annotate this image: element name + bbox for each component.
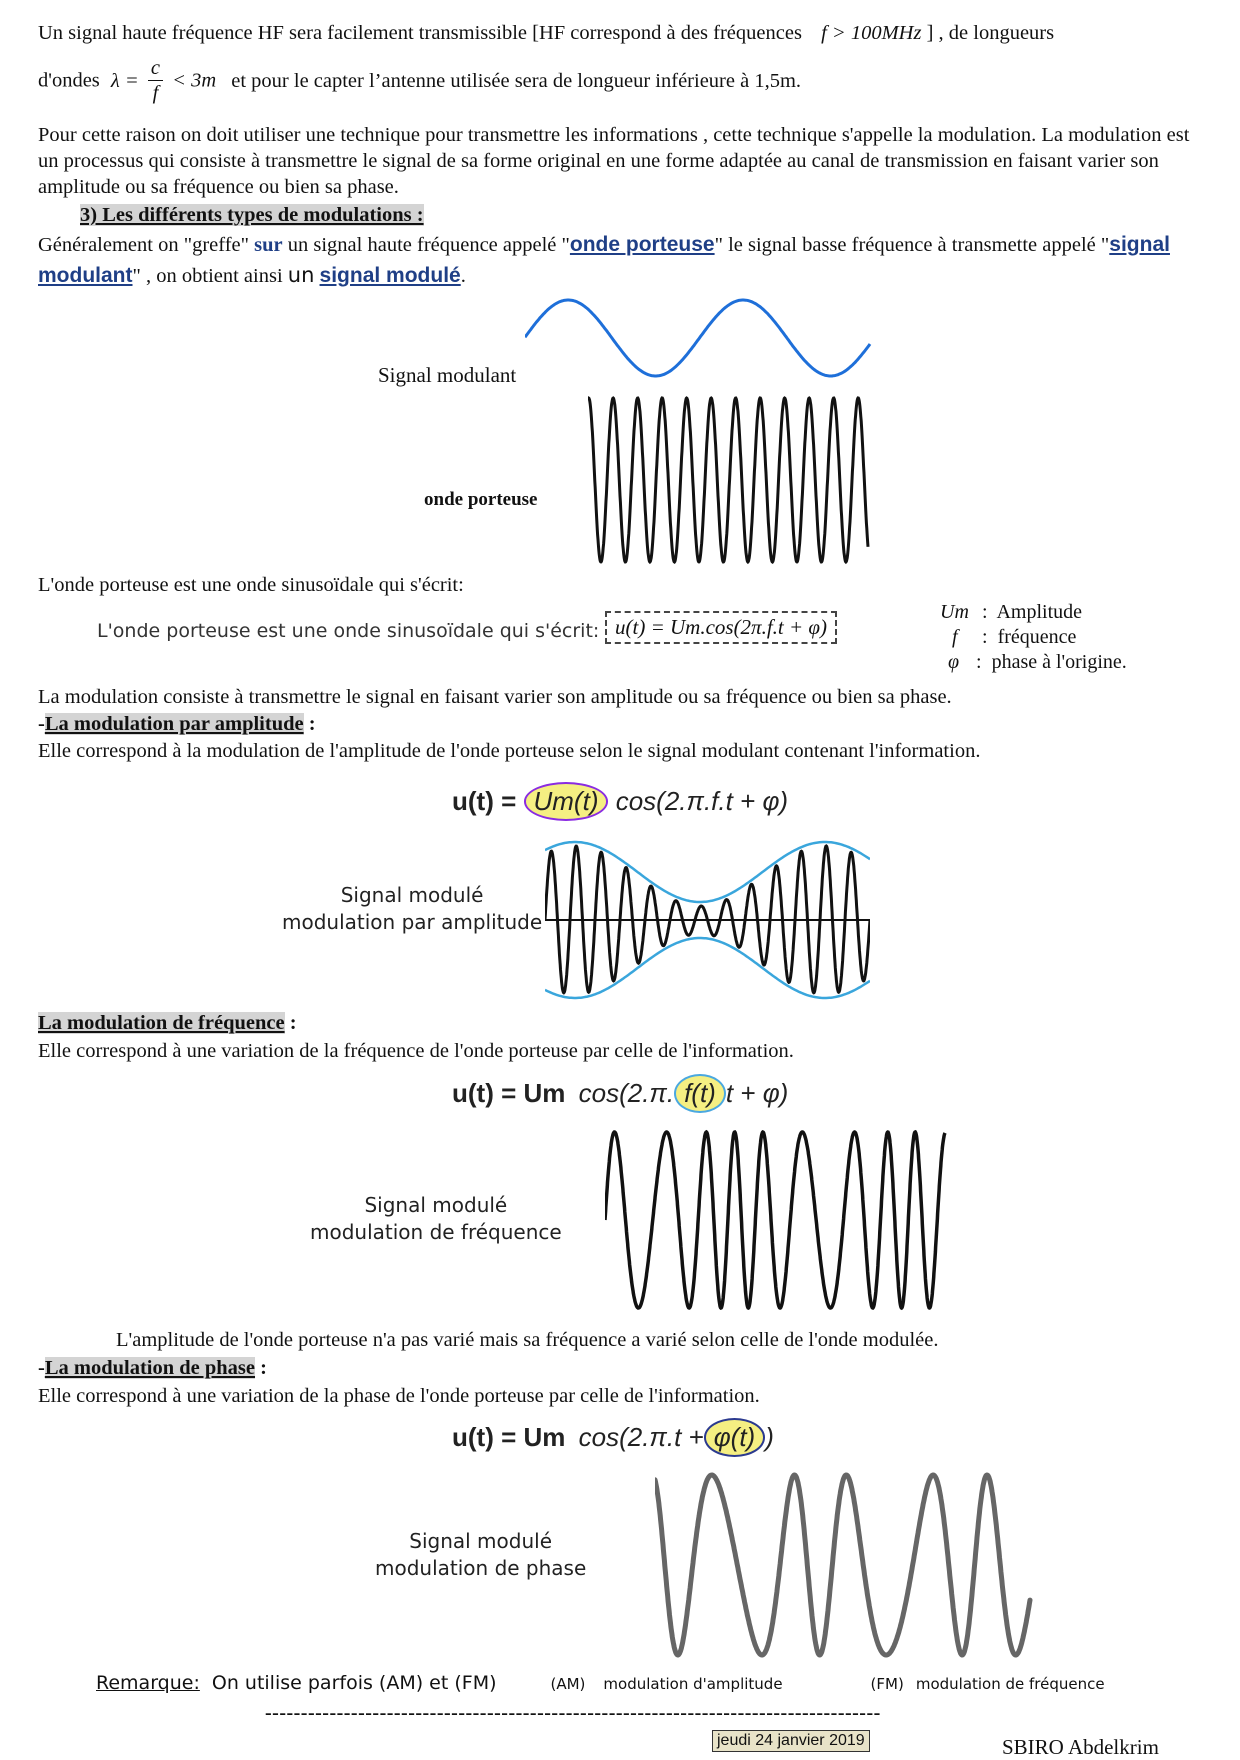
fm-description: Elle correspond à une variation de la fréquence de l'onde porteuse par celle de l'information. bbox=[38, 1040, 794, 1062]
carrier-text-inline: L'onde porteuse est une onde sinusoïdale qui s'écrit: bbox=[97, 620, 600, 642]
remark-am-abbr: (AM) bbox=[550, 1675, 586, 1693]
section-3-heading bbox=[80, 202, 424, 228]
pm-signal-figure bbox=[655, 1460, 1035, 1675]
legend-sep: : bbox=[982, 626, 988, 648]
legend-desc-frequency: fréquence bbox=[997, 626, 1077, 648]
carrier-wave-figure bbox=[588, 390, 873, 570]
legend-frequency bbox=[940, 625, 1127, 650]
legend-desc-amplitude: Amplitude bbox=[996, 601, 1083, 623]
term-signal-module: signal modulé bbox=[319, 264, 461, 287]
fm-modulated-wave bbox=[605, 1132, 945, 1308]
remark-text: On utilise parfois (AM) et (FM) bbox=[211, 1672, 497, 1694]
term-onde-porteuse: onde porteuse bbox=[569, 233, 715, 256]
legend-sep: : bbox=[976, 651, 982, 673]
am-description: Elle correspond à la modulation de l'amplitude de l'onde porteuse selon le signal modulant contenant l'information. bbox=[38, 740, 981, 762]
intro-text-end: ] , de longueurs bbox=[926, 22, 1055, 44]
term-signal-modulant: signal modulant bbox=[38, 233, 1170, 287]
am-heading bbox=[38, 711, 316, 737]
pm-formula-lhs: u(t) = Um bbox=[452, 1422, 566, 1452]
pm-heading-text: La modulation de phase bbox=[44, 1357, 256, 1379]
label-signal-modulant: Signal modulant bbox=[378, 363, 517, 387]
p-part-a: Généralement on "greffe" bbox=[38, 234, 255, 256]
intro-text: Un signal haute fréquence HF sera facilement transmissible [HF correspond à des fréquences bbox=[38, 22, 802, 44]
fm-circled-f: f(t) bbox=[674, 1074, 726, 1113]
intro-line-1 bbox=[38, 20, 1054, 46]
pm-formula bbox=[452, 1418, 774, 1457]
intro-line-2 bbox=[38, 56, 801, 105]
am-label-type: modulation par amplitude bbox=[282, 910, 543, 934]
intro-ondes: d'ondes bbox=[38, 69, 100, 92]
label-onde-porteuse: onde porteuse bbox=[424, 489, 538, 510]
p-part-c: " le signal basse fréquence à transmette appelé " bbox=[714, 234, 1110, 256]
fm-formula-lhs: u(t) = Um bbox=[452, 1078, 566, 1108]
fm-heading bbox=[38, 1010, 297, 1036]
pm-circled-phi: φ(t) bbox=[704, 1418, 766, 1457]
fraction-numerator: c bbox=[148, 56, 163, 81]
fm-note: L'amplitude de l'onde porteuse n'a pas varié mais sa fréquence a varié selon celle de l'onde modulée. bbox=[116, 1329, 939, 1351]
p-part-e: . bbox=[460, 265, 466, 287]
lambda-symbol: λ = bbox=[110, 69, 139, 92]
frequency-condition: f > 100MHz bbox=[821, 22, 922, 44]
fm-heading-text: La modulation de fréquence bbox=[38, 1012, 285, 1034]
pm-label-type: modulation de phase bbox=[375, 1556, 587, 1580]
antenna-text: et pour le capter l’antenne utilisée sera de longueur inférieure à 1,5m. bbox=[231, 69, 802, 92]
legend-amplitude bbox=[940, 600, 1127, 625]
am-heading-text: La modulation par amplitude bbox=[44, 713, 304, 735]
pm-description: Elle correspond à une variation de la phase de l'onde porteuse par celle de l'information. bbox=[38, 1385, 760, 1407]
am-label-signal: Signal modulé bbox=[340, 883, 484, 907]
carrier-formula: u(t) = Um.cos(2π.f.t + φ) bbox=[615, 615, 828, 639]
wavelength-condition: < 3m bbox=[172, 69, 217, 92]
fm-labels bbox=[310, 1192, 562, 1246]
word-un: un bbox=[287, 263, 315, 287]
remark bbox=[96, 1672, 1105, 1694]
remark-fm-text: modulation de fréquence bbox=[915, 1675, 1105, 1693]
fm-formula-rhs: t + φ) bbox=[725, 1078, 789, 1108]
fm-formula bbox=[452, 1074, 788, 1113]
pm-formula-rhs: ) bbox=[765, 1422, 774, 1452]
fm-label-type: modulation de fréquence bbox=[310, 1220, 562, 1244]
legend-sep: : bbox=[982, 601, 988, 623]
fm-signal-figure bbox=[605, 1120, 950, 1320]
legend-desc-phase: phase à l'origine. bbox=[991, 651, 1127, 673]
pm-heading-prefix: - bbox=[38, 1357, 45, 1379]
modulation-definition: La modulation consiste à transmettre le signal en faisant varier son amplitude ou sa fréquence ou bien sa phase. bbox=[38, 686, 952, 708]
am-heading-prefix: - bbox=[38, 713, 45, 735]
carrier-wave bbox=[588, 398, 868, 562]
word-sur: sur bbox=[254, 234, 283, 256]
fm-formula-mid: cos(2.π. bbox=[578, 1078, 675, 1108]
am-heading-suffix: : bbox=[303, 713, 316, 735]
pm-heading-suffix: : bbox=[255, 1357, 267, 1379]
footer-author: SBIRO Abdelkrim bbox=[1002, 1735, 1159, 1759]
am-modulated-wave bbox=[545, 846, 870, 993]
pm-formula-mid: cos(2.π.t + bbox=[578, 1422, 704, 1452]
pm-labels bbox=[375, 1528, 586, 1582]
fm-heading-suffix: : bbox=[284, 1012, 297, 1034]
am-circled-um: Um(t) bbox=[524, 782, 609, 821]
remark-fm-abbr: (FM) bbox=[870, 1675, 904, 1693]
am-signal-figure bbox=[545, 840, 870, 1000]
am-formula-lhs: u(t) = bbox=[452, 786, 517, 816]
fraction-denominator: f bbox=[152, 82, 159, 104]
legend-sym-phi: φ bbox=[948, 651, 960, 673]
am-formula-rhs: cos(2.π.f.t + φ) bbox=[615, 786, 789, 816]
legend-sym-um: Um bbox=[940, 601, 969, 623]
section-3-heading-text: 3) Les différents types de modulations : bbox=[80, 204, 424, 226]
footer-date: jeudi 24 janvier 2019 bbox=[712, 1730, 870, 1752]
am-labels bbox=[282, 882, 542, 936]
modulating-signal-figure bbox=[525, 288, 880, 388]
legend-sym-f: f bbox=[952, 626, 958, 648]
pm-label-signal: Signal modulé bbox=[409, 1529, 553, 1553]
pm-modulated-wave bbox=[655, 1475, 1030, 1655]
pm-heading bbox=[38, 1355, 267, 1381]
remark-am-text: modulation d'amplitude bbox=[603, 1675, 783, 1693]
carrier-legend bbox=[940, 600, 1127, 675]
carrier-text: L'onde porteuse est une onde sinusoïdale qui s'écrit: bbox=[38, 574, 464, 596]
legend-phase bbox=[940, 650, 1127, 675]
fraction-c-over-f bbox=[148, 56, 163, 105]
carrier-formula-box bbox=[605, 611, 837, 644]
am-formula bbox=[452, 782, 788, 821]
modulating-signal-wave bbox=[525, 300, 870, 376]
fm-label-signal: Signal modulé bbox=[364, 1193, 508, 1217]
section-3-paragraph bbox=[38, 230, 1208, 291]
p-part-d: " , on obtient ainsi bbox=[132, 265, 288, 287]
remark-label: Remarque: bbox=[96, 1672, 200, 1694]
p-part-b: un signal haute fréquence appelé " bbox=[282, 234, 570, 256]
modulation-intro-paragraph: Pour cette raison on doit utiliser une technique pour transmettre les informations , cette technique s'appelle la modulation. La modulation est un processus qui consiste à transmettre le signal de sa forme original en une forme adaptée au canal de transmission en faisant varier son amplitude ou sa fréquence ou bien sa phase. bbox=[38, 124, 1190, 198]
footer-separator: -------------------------------------------------------------------------------------- bbox=[265, 1702, 881, 1724]
